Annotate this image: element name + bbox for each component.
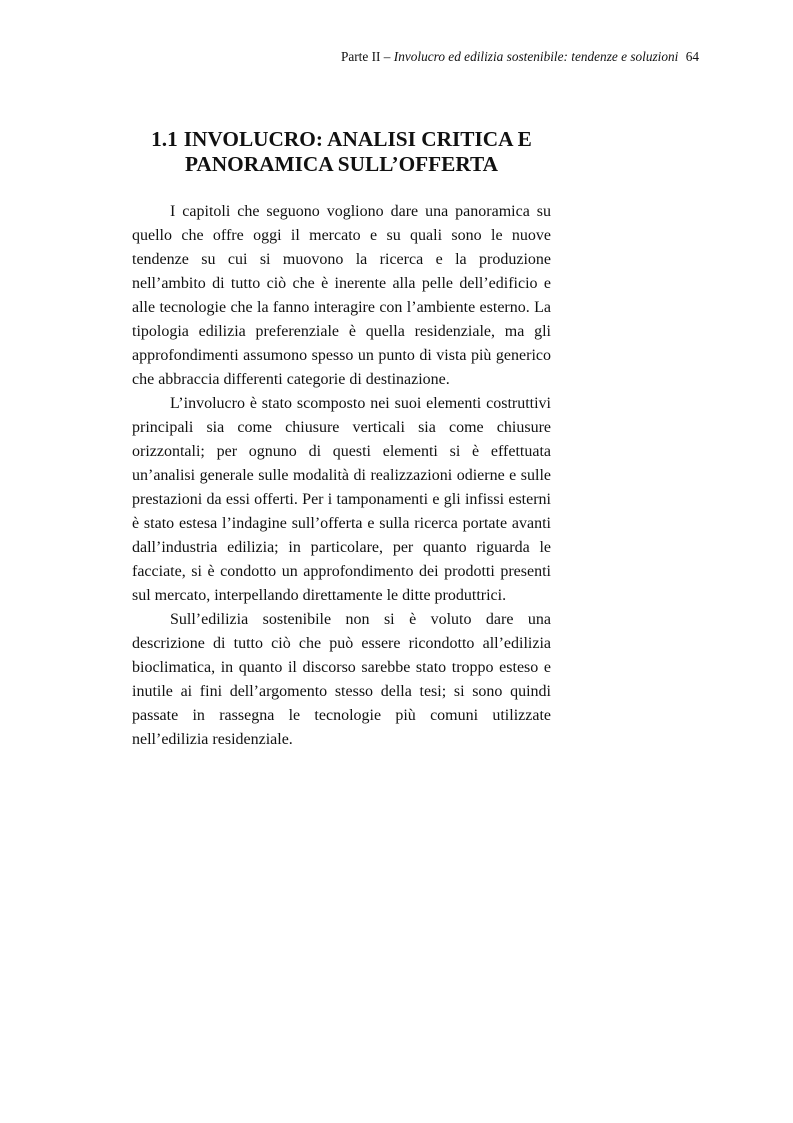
chapter-title: [132, 127, 551, 177]
chapter-title-line1: INVOLUCRO: ANALISI CRITICA E: [183, 127, 532, 151]
header-part: Parte II –: [340, 49, 394, 64]
body-text: [132, 200, 551, 752]
chapter-title-line2: PANORAMICA SULL’OFFERTA: [184, 152, 498, 176]
paragraph: I capitoli che seguono vogliono dare una panoramica su quello che offre oggi il mercato e su quali sono le nuove tendenze su cui si muovono la ricerca e la produzione nell’ambito di tutto ciò che è inerente alla pelle dell’edificio e alle tecnologie che la fanno interagire con l’ambiente esterno. La tipologia edilizia preferenziale è quella residenziale, ma gli approfondimenti assumono spesso un punto di vista più generico che abbraccia differenti categorie di destinazione.: [132, 203, 551, 388]
page-number: 64: [685, 49, 699, 64]
chapter-number: 1.1: [151, 127, 178, 151]
running-header: [341, 49, 699, 65]
header-title: Involucro ed edilizia sostenibile: tendenze e soluzioni: [393, 49, 679, 64]
paragraph: L’involucro è stato scomposto nei suoi elementi costruttivi principali sia come chiusure verticali sia come chiusure orizzontali; per ognuno di questi elementi si è effettuata un’analisi generale sulle modalità di realizzazioni odierne e sulle prestazioni da essi offerti. Per i tamponamenti e gli infissi esterni è stato estesa l’indagine sull’offerta e sulla ricerca portate avanti dall’industria edilizia; in particolare, per quanto riguarda le facciate, si è condotto un approfondimento dei prodotti presenti sul mercato, interpellando direttamente le ditte produttrici.: [132, 395, 551, 604]
paragraph: Sull’edilizia sostenibile non si è voluto dare una descrizione di tutto ciò che può essere ricondotto all’edilizia bioclimatica, in quanto il discorso sarebbe stato troppo esteso e inutile ai fini dell’argomento stesso della tesi; si sono quindi passate in rassegna le tecnologie più comuni utilizzate nell’edilizia residenziale.: [132, 611, 551, 748]
